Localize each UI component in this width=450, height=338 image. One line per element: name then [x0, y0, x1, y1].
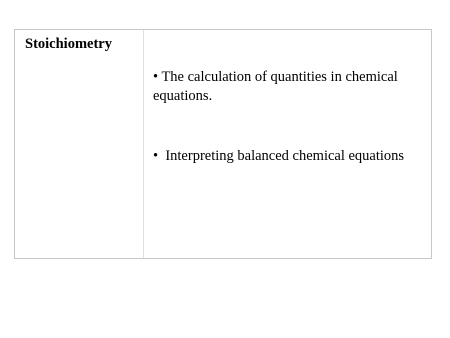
bullet-text: Interpreting balanced chemical equations — [165, 148, 405, 164]
topic-title: Stoichiometry — [25, 36, 112, 52]
bullet-text: The calculation of quantities in chemical equations. — [153, 69, 398, 104]
bullet-glyph: • — [153, 148, 159, 164]
bullet-item — [153, 68, 423, 106]
bullet-glyph: • — [153, 69, 159, 85]
content-table — [14, 29, 432, 259]
topic-cell — [15, 30, 144, 258]
bullet-item — [153, 147, 428, 166]
description-cell — [144, 30, 431, 258]
